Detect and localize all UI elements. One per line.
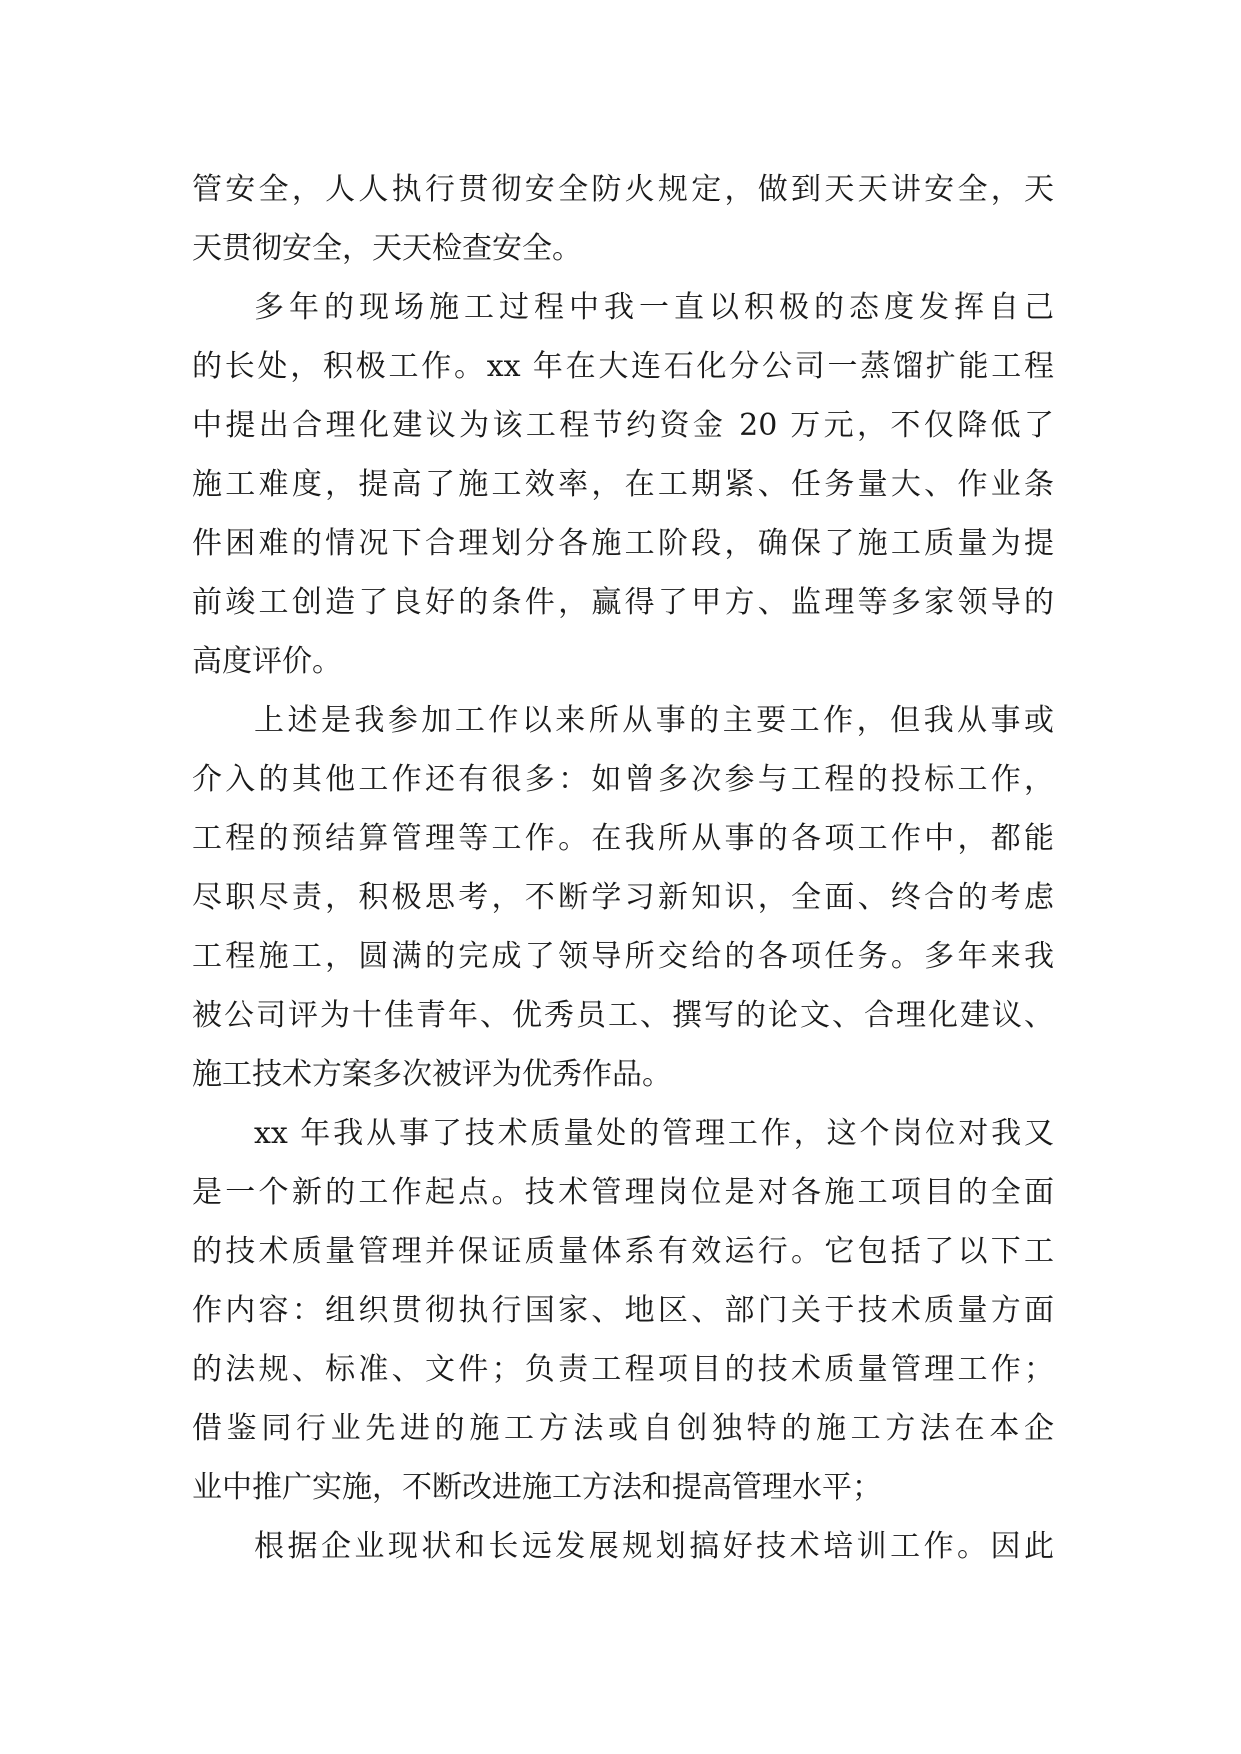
text-line: 前竣工创造了良好的条件，赢得了甲方、监理等多家领导的	[192, 585, 1054, 620]
paragraph-start-line: 根据企业现状和长远发展规划搞好技术培训工作。因此	[254, 1529, 1054, 1564]
text-line: 天贯彻安全，天天检查安全。	[192, 231, 582, 266]
text-line: 施工难度，提高了施工效率，在工期紧、任务量大、作业条	[192, 467, 1054, 502]
text-line: 借鉴同行业先进的施工方法或自创独特的施工方法在本企	[192, 1411, 1054, 1446]
text-line: 被公司评为十佳青年、优秀员工、撰写的论文、合理化建议、	[192, 998, 1054, 1033]
text-line: 业中推广实施，不断改进施工方法和提高管理水平；	[192, 1470, 882, 1505]
text-line: 施工技术方案多次被评为优秀作品。	[192, 1057, 672, 1092]
text-line: 工程施工，圆满的完成了领导所交给的各项任务。多年来我	[192, 939, 1054, 974]
paragraph-start-line: 上述是我参加工作以来所从事的主要工作，但我从事或	[254, 703, 1054, 738]
text-line: 管安全，人人执行贯彻安全防火规定，做到天天讲安全，天	[192, 172, 1054, 207]
text-line: 尽职尽责，积极思考，不断学习新知识，全面、终合的考虑	[192, 880, 1054, 915]
text-line: 介入的其他工作还有很多：如曾多次参与工程的投标工作，	[192, 762, 1054, 797]
text-line: 的长处，积极工作。xx 年在大连石化分公司一蒸馏扩能工程	[192, 349, 1054, 384]
text-line: 的法规、标准、文件；负责工程项目的技术质量管理工作；	[192, 1352, 1054, 1387]
text-line: 高度评价。	[192, 644, 342, 679]
text-line: 件困难的情况下合理划分各施工阶段，确保了施工质量为提	[192, 526, 1054, 561]
body-text	[192, 160, 1054, 1576]
text-line: 中提出合理化建议为该工程节约资金 20 万元，不仅降低了	[192, 408, 1054, 443]
text-line: 作内容：组织贯彻执行国家、地区、部门关于技术质量方面	[192, 1293, 1054, 1328]
paragraph-start-line: xx 年我从事了技术质量处的管理工作，这个岗位对我又	[254, 1116, 1054, 1151]
paragraph-start-line: 多年的现场施工过程中我一直以积极的态度发挥自己	[254, 290, 1054, 325]
text-line: 工程的预结算管理等工作。在我所从事的各项工作中，都能	[192, 821, 1054, 856]
text-line: 是一个新的工作起点。技术管理岗位是对各施工项目的全面	[192, 1175, 1054, 1210]
text-line: 的技术质量管理并保证质量体系有效运行。它包括了以下工	[192, 1234, 1054, 1269]
